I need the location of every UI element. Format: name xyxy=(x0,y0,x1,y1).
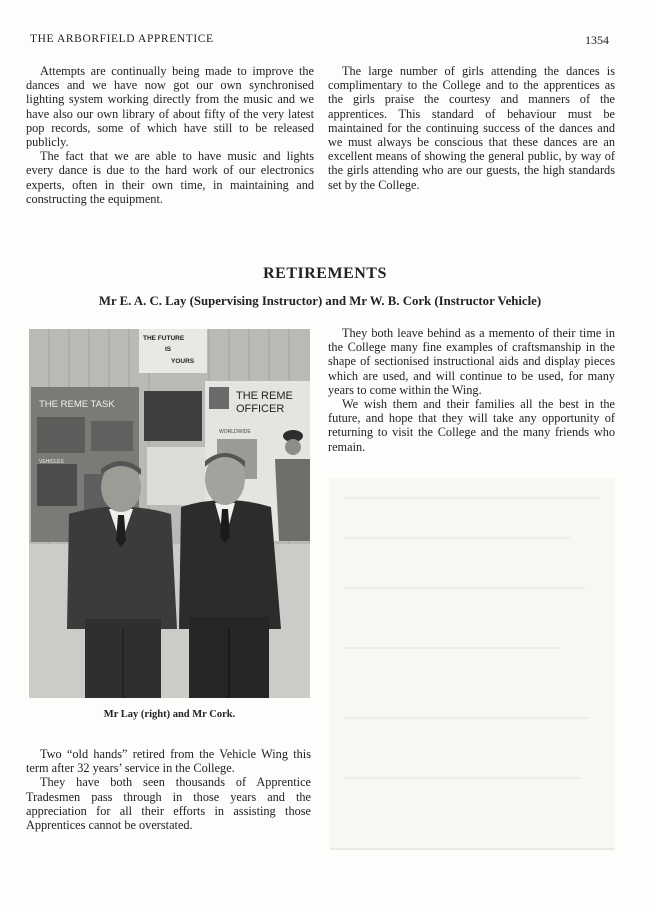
paragraph: Attempts are continually being made to improve the dances and we have now got our own synchronised lighting system working directly from the music and we have also our own library of about fifty of the very latest pop records, some of which have still to be released publicly. xyxy=(26,64,314,150)
poster-is-text: IS xyxy=(165,346,172,353)
paragraph: We wish them and their families all the best in the future, and hope that they will take any opportunity of returning to visit the College and the many friends who remain. xyxy=(328,397,615,454)
poster-future-text: THE FUTURE xyxy=(143,335,185,342)
paragraph: They both leave behind as a memento of their time in the College many fine examples of craftsmanship in the shape of sectionised instructional aids and display pieces which are used, and will continue to be used, for many years to come within the Wing. xyxy=(328,326,615,397)
poster-yours-text: YOURS xyxy=(171,358,195,365)
running-header: THE ARBORFIELD APPRENTICE xyxy=(30,33,214,45)
poster-reme-task-text: THE REME TASK xyxy=(39,399,115,410)
show-through-area xyxy=(330,478,615,850)
poster-worldwide-text: WORLDWIDE xyxy=(219,429,251,435)
poster-vehicles-text: VEHICLES xyxy=(39,459,64,465)
paragraph: Two “old hands” retired from the Vehicle Wing this term after 32 years’ service in the College. xyxy=(26,747,311,776)
poster-reme-officer-line1: THE REME xyxy=(236,390,293,402)
poster-reme-officer-line2: OFFICER xyxy=(236,403,285,415)
photo-caption: Mr Lay (right) and Mr Cork. xyxy=(103,709,236,720)
paragraph: They have both seen thousands of Apprentice Tradesmen pass through in those years and the appreciation for all their efforts in assisting those Apprentices cannot be overstated. xyxy=(26,775,311,833)
paragraph: The large number of girls attending the dances is complimentary to the College and to the apprentices as the girls praise the courtesy and manners of the apprentices. This standard of behaviour must be maintained for the continuing success of the dances and we must always be conscious that these dances are an excellent means of showing the general public, by way of the girls attending who are our guests, the high standards set by the College. xyxy=(328,64,615,192)
retirement-photo xyxy=(29,329,310,698)
top-left-column xyxy=(26,64,314,206)
article-bottom-left-column xyxy=(26,747,311,832)
page-number: 1354 xyxy=(585,33,609,47)
article-right-column xyxy=(328,326,615,454)
article-subtitle: Mr E. A. C. Lay (Supervising Instructor) and Mr W. B. Cork (Instructor Vehicle) xyxy=(98,294,542,308)
top-right-column xyxy=(328,64,615,192)
paragraph: The fact that we are able to have music and lights every dance is due to the hard work of our electronics experts, often in their own time, in maintaining and constructing the equipment. xyxy=(26,149,314,206)
article-title: RETIREMENTS xyxy=(263,265,387,282)
